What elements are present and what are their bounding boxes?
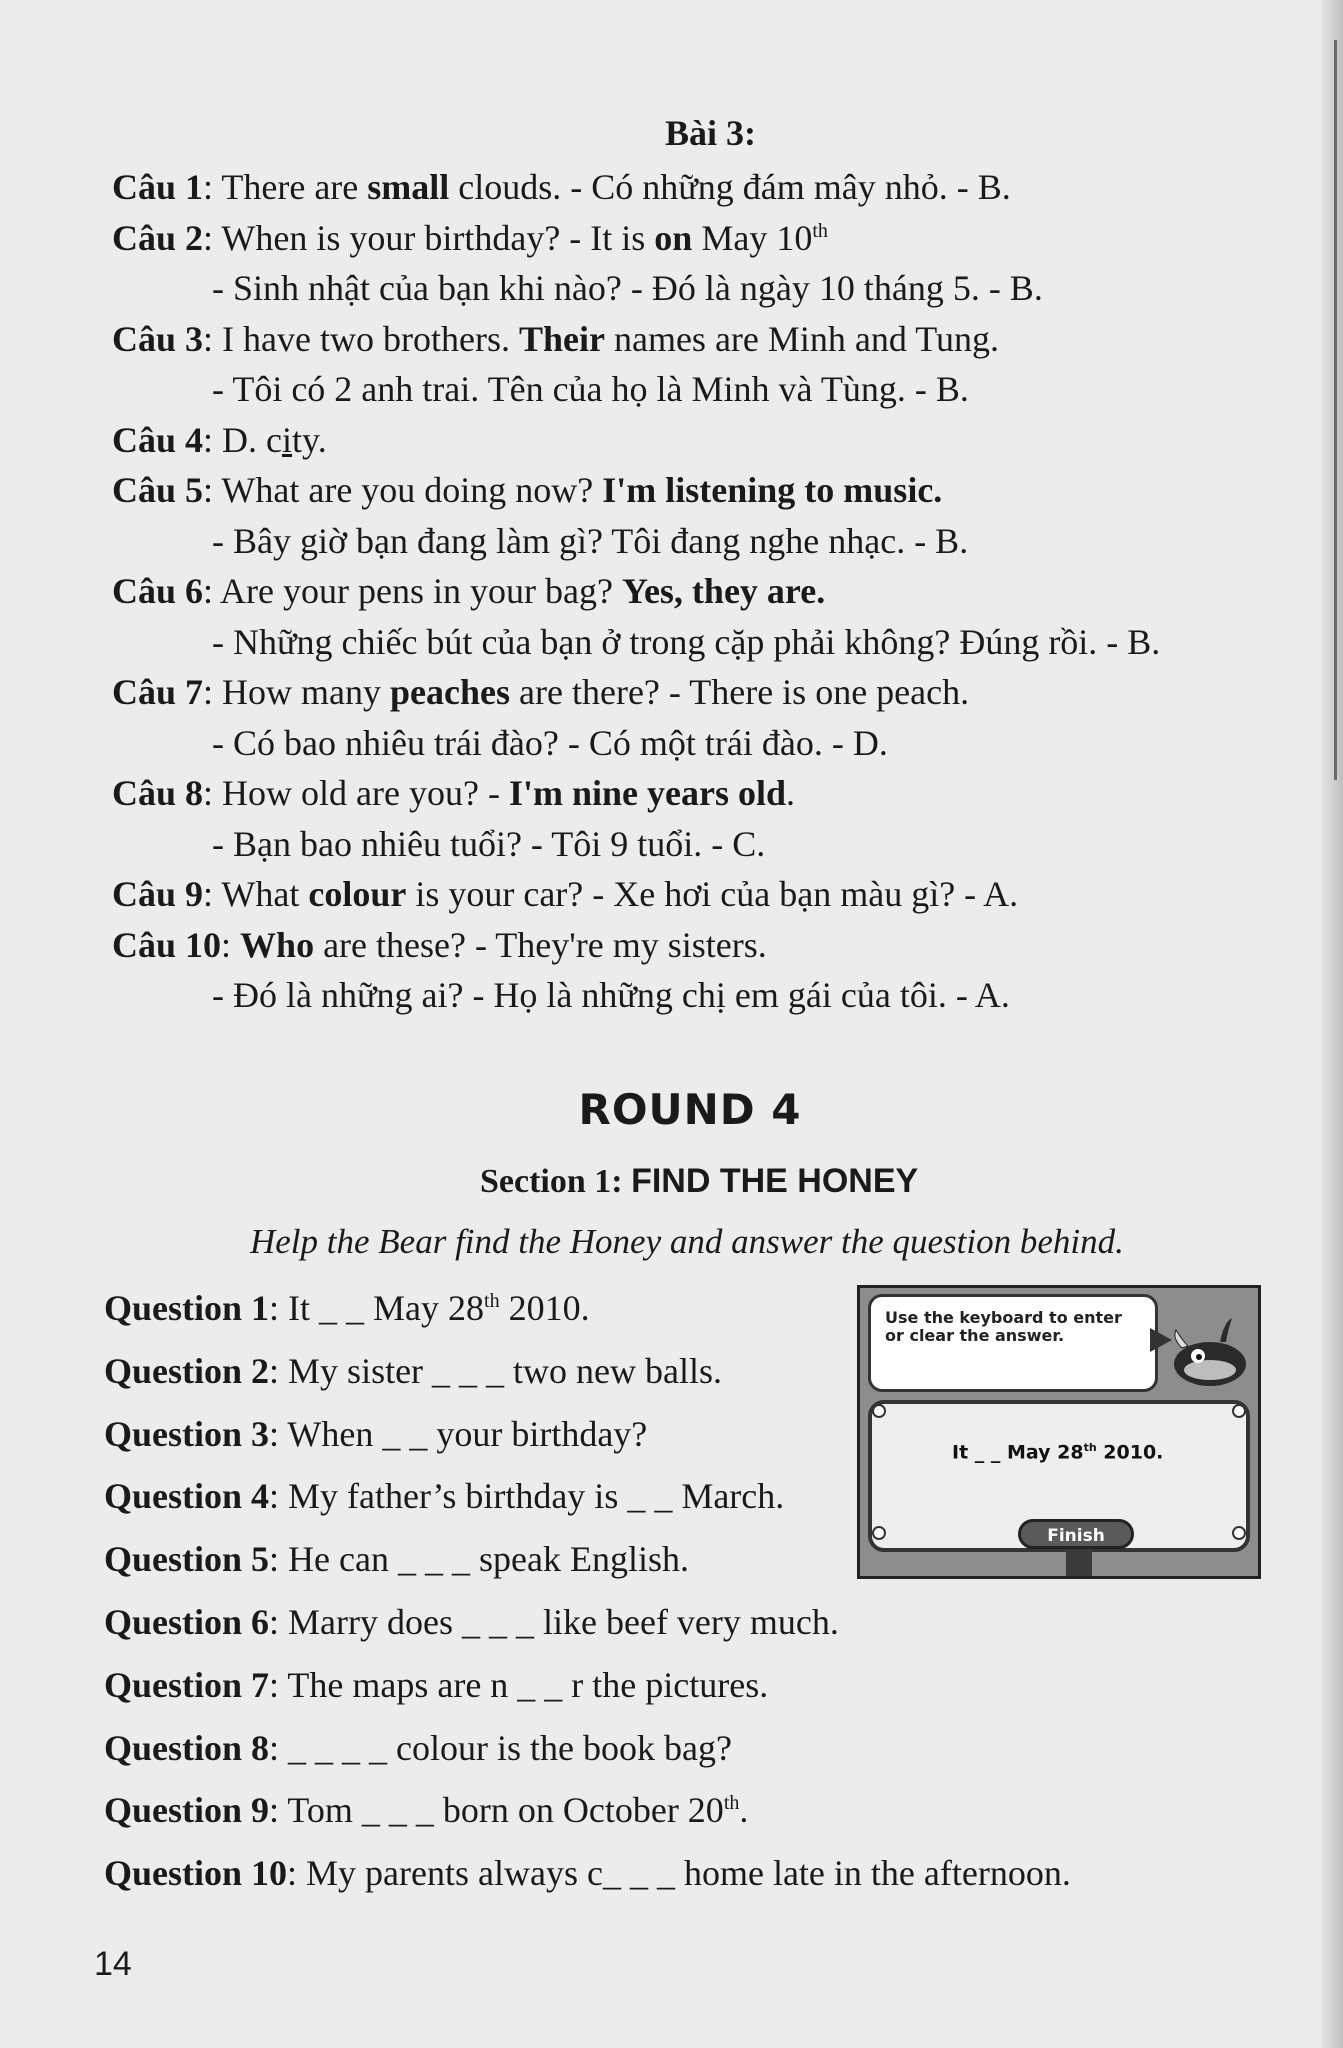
text-run: Tom _ _ _ born on October 20 <box>287 1790 724 1831</box>
text-run: What are you doing now? <box>221 470 603 510</box>
answer-line: Câu 3: I have two brothers. Their names are Minh and Tung. <box>112 318 999 359</box>
text-run: Are your pens in your bag? <box>220 571 622 611</box>
text-run: I'm listening to music. <box>602 470 943 510</box>
question-label: Question 8 <box>104 1727 270 1768</box>
text-run: on <box>654 217 693 258</box>
text-run: Who <box>240 924 315 965</box>
answer-line: Câu 8: How old are you? - I'm nine years old. <box>112 773 795 813</box>
answer-suffix: 2010. <box>1096 1441 1164 1464</box>
text-run: - Đó là những ai? - Họ là những chị em gái của tôi. - A. <box>212 975 1010 1015</box>
answer-line: Câu 10: Who are these? - They're my sisters. <box>112 924 767 965</box>
page-edge-line <box>1334 40 1337 780</box>
text-run: clouds. - Có những đám mây nhỏ. - B. <box>449 167 1011 207</box>
text-run: 2010. <box>499 1288 590 1328</box>
round-instruction: Help the Bear find the Honey and answer the question behind. <box>250 1222 1124 1261</box>
text-run: small <box>367 167 450 207</box>
question-line: Question 4: My father’s birthday is _ _ March. <box>104 1476 785 1517</box>
item-label: Câu 8 <box>112 773 204 813</box>
text-run: is your car? - Xe hơi của bạn màu gì? - A. <box>406 874 1019 914</box>
answer-line: Câu 5: What are you doing now? I'm listening to music. <box>112 470 943 510</box>
game-instruction-bubble: Use the keyboard to enter or clear the answer. <box>868 1294 1158 1392</box>
item-label: Câu 2 <box>112 217 204 258</box>
question-line: Question 6: Marry does _ _ _ like beef very much. <box>104 1602 839 1642</box>
whale-icon <box>1166 1308 1250 1390</box>
answer-line: Câu 9: What colour is your car? - Xe hơi của bạn màu gì? - A. <box>112 874 1019 914</box>
text-run: It _ _ May 28 <box>288 1288 485 1328</box>
text-run: - Bạn bao nhiêu tuổi? - Tôi 9 tuổi. - C. <box>212 823 766 864</box>
text-run: My father’s birthday is _ _ March. <box>288 1476 785 1517</box>
text-run: Marry does _ _ _ like beef very much. <box>288 1602 839 1642</box>
text-run: How old are you? - <box>222 773 509 813</box>
text-run: D. c <box>222 419 283 460</box>
text-run: There are <box>221 167 368 207</box>
text-run: th <box>723 1792 740 1815</box>
answer-line: Câu 7: How many peaches are there? - There is one peach. <box>112 672 970 712</box>
text-run: May 10 <box>692 217 813 258</box>
text-run: are these? - They're my sisters. <box>314 924 767 965</box>
text-run: . <box>739 1790 749 1831</box>
text-run: colour <box>308 874 407 914</box>
board-bolt <box>872 1404 886 1418</box>
answer-prefix: It _ _ May 28 <box>952 1441 1084 1464</box>
text-run: . <box>785 773 795 813</box>
question-line: Question 10: My parents always c_ _ _ home late in the afternoon. <box>104 1853 1071 1894</box>
exercise-title: Bài 3: <box>665 113 757 153</box>
text-run: th <box>812 219 828 242</box>
item-label: Câu 6 <box>112 571 204 611</box>
answer-line: Câu 4: D. city. <box>112 419 327 460</box>
text-run: I have two brothers. <box>222 318 519 359</box>
question-label: Question 2 <box>104 1350 270 1391</box>
question-label: Question 6 <box>104 1602 270 1642</box>
text-run: ty. <box>292 419 327 460</box>
text-run: _ _ _ _ colour is the book bag? <box>288 1727 732 1768</box>
item-label: Câu 5 <box>112 470 204 510</box>
round-title: ROUND 4 <box>578 1085 802 1134</box>
text-run: peaches <box>390 672 511 712</box>
question-line: Question 9: Tom _ _ _ born on October 20th. <box>104 1790 749 1831</box>
page-edge <box>1321 0 1343 2048</box>
text-run: Yes, they are. <box>621 571 826 611</box>
game-screenshot <box>857 1285 1261 1579</box>
text-run: What <box>221 874 309 914</box>
text-run: The maps are n _ _ r the pictures. <box>287 1664 769 1705</box>
answer-line <box>212 522 968 562</box>
text-run: names are Minh and Tung. <box>604 318 999 359</box>
item-label: Câu 4 <box>112 419 204 460</box>
board-bolt <box>1232 1526 1246 1540</box>
text-run: - Có bao nhiêu trái đào? - Có một trái đào. - D. <box>212 722 888 763</box>
question-label: Question 9 <box>104 1790 270 1831</box>
item-label: Câu 7 <box>112 672 204 712</box>
answer-line: Câu 6: Are your pens in your bag? Yes, they are. <box>112 571 826 611</box>
text-run: When _ _ your birthday? <box>287 1413 648 1454</box>
answer-sup: th <box>1083 1441 1097 1454</box>
page-number: 14 <box>94 1945 132 1983</box>
game-answer-text <box>952 1441 1163 1463</box>
text-run: How many <box>222 672 391 712</box>
question-label: Question 4 <box>104 1476 270 1517</box>
finish-button[interactable]: Finish <box>1018 1519 1134 1549</box>
item-label: Câu 3 <box>112 318 204 359</box>
section-name: FIND THE HONEY <box>631 1162 919 1200</box>
text-run: He can _ _ _ speak English. <box>288 1539 689 1580</box>
answer-line <box>212 370 969 410</box>
answer-line <box>212 269 1043 309</box>
question-line: Question 2: My sister _ _ _ two new balls. <box>104 1350 723 1391</box>
question-line: Question 5: He can _ _ _ speak English. <box>104 1539 689 1580</box>
item-label: Câu 9 <box>112 874 204 914</box>
board-bolt <box>1232 1404 1246 1418</box>
section-title <box>480 1162 918 1201</box>
answer-line <box>212 976 1010 1016</box>
question-label: Question 10 <box>104 1853 288 1894</box>
text-run: My parents always c_ _ _ home late in the afternoon. <box>306 1853 1071 1894</box>
question-label: Question 3 <box>104 1413 270 1454</box>
answer-line: Câu 2: When is your birthday? - It is on May 10th <box>112 217 828 258</box>
text-run: - Những chiếc bút của bạn ở trong cặp phải không? Đúng rồi. - B. <box>212 621 1161 662</box>
item-label: Câu 1 <box>112 167 204 207</box>
answer-line <box>212 623 1160 663</box>
section-number: Section 1: <box>480 1163 632 1200</box>
question-label: Question 7 <box>104 1664 270 1705</box>
text-run: Their <box>518 318 605 359</box>
text-run: th <box>484 1290 500 1312</box>
board-bolt <box>872 1526 886 1540</box>
question-line: Question 3: When _ _ your birthday? <box>104 1413 648 1454</box>
text-run: - Bây giờ bạn đang làm gì? Tôi đang nghe nhạc. - B. <box>212 520 969 561</box>
text-run: - Tôi có 2 anh trai. Tên của họ là Minh và Tùng. - B. <box>212 369 969 409</box>
text-run: - Sinh nhật của bạn khi nào? - Đó là ngày 10 tháng 5. - B. <box>212 268 1043 308</box>
question-line: Question 7: The maps are n _ _ r the pictures. <box>104 1664 769 1705</box>
question-line: Question 8: _ _ _ _ colour is the book bag? <box>104 1727 732 1768</box>
board-stand <box>1066 1550 1092 1579</box>
item-label: Câu 10 <box>112 924 222 965</box>
question-line: Question 1: It _ _ May 28th 2010. <box>104 1288 590 1328</box>
text-run: I'm nine years old <box>508 773 786 813</box>
text-run: When is your birthday? - It is <box>221 217 655 258</box>
text-run: i <box>282 419 293 460</box>
answer-line <box>212 825 765 865</box>
question-label: Question 5 <box>104 1539 270 1580</box>
answer-line: Câu 1: There are small clouds. - Có những đám mây nhỏ. - B. <box>112 167 1011 207</box>
answer-line <box>212 724 888 764</box>
text-run: My sister _ _ _ two new balls. <box>288 1350 723 1391</box>
text-run: are there? - There is one peach. <box>510 672 970 712</box>
question-label: Question 1 <box>104 1288 270 1328</box>
